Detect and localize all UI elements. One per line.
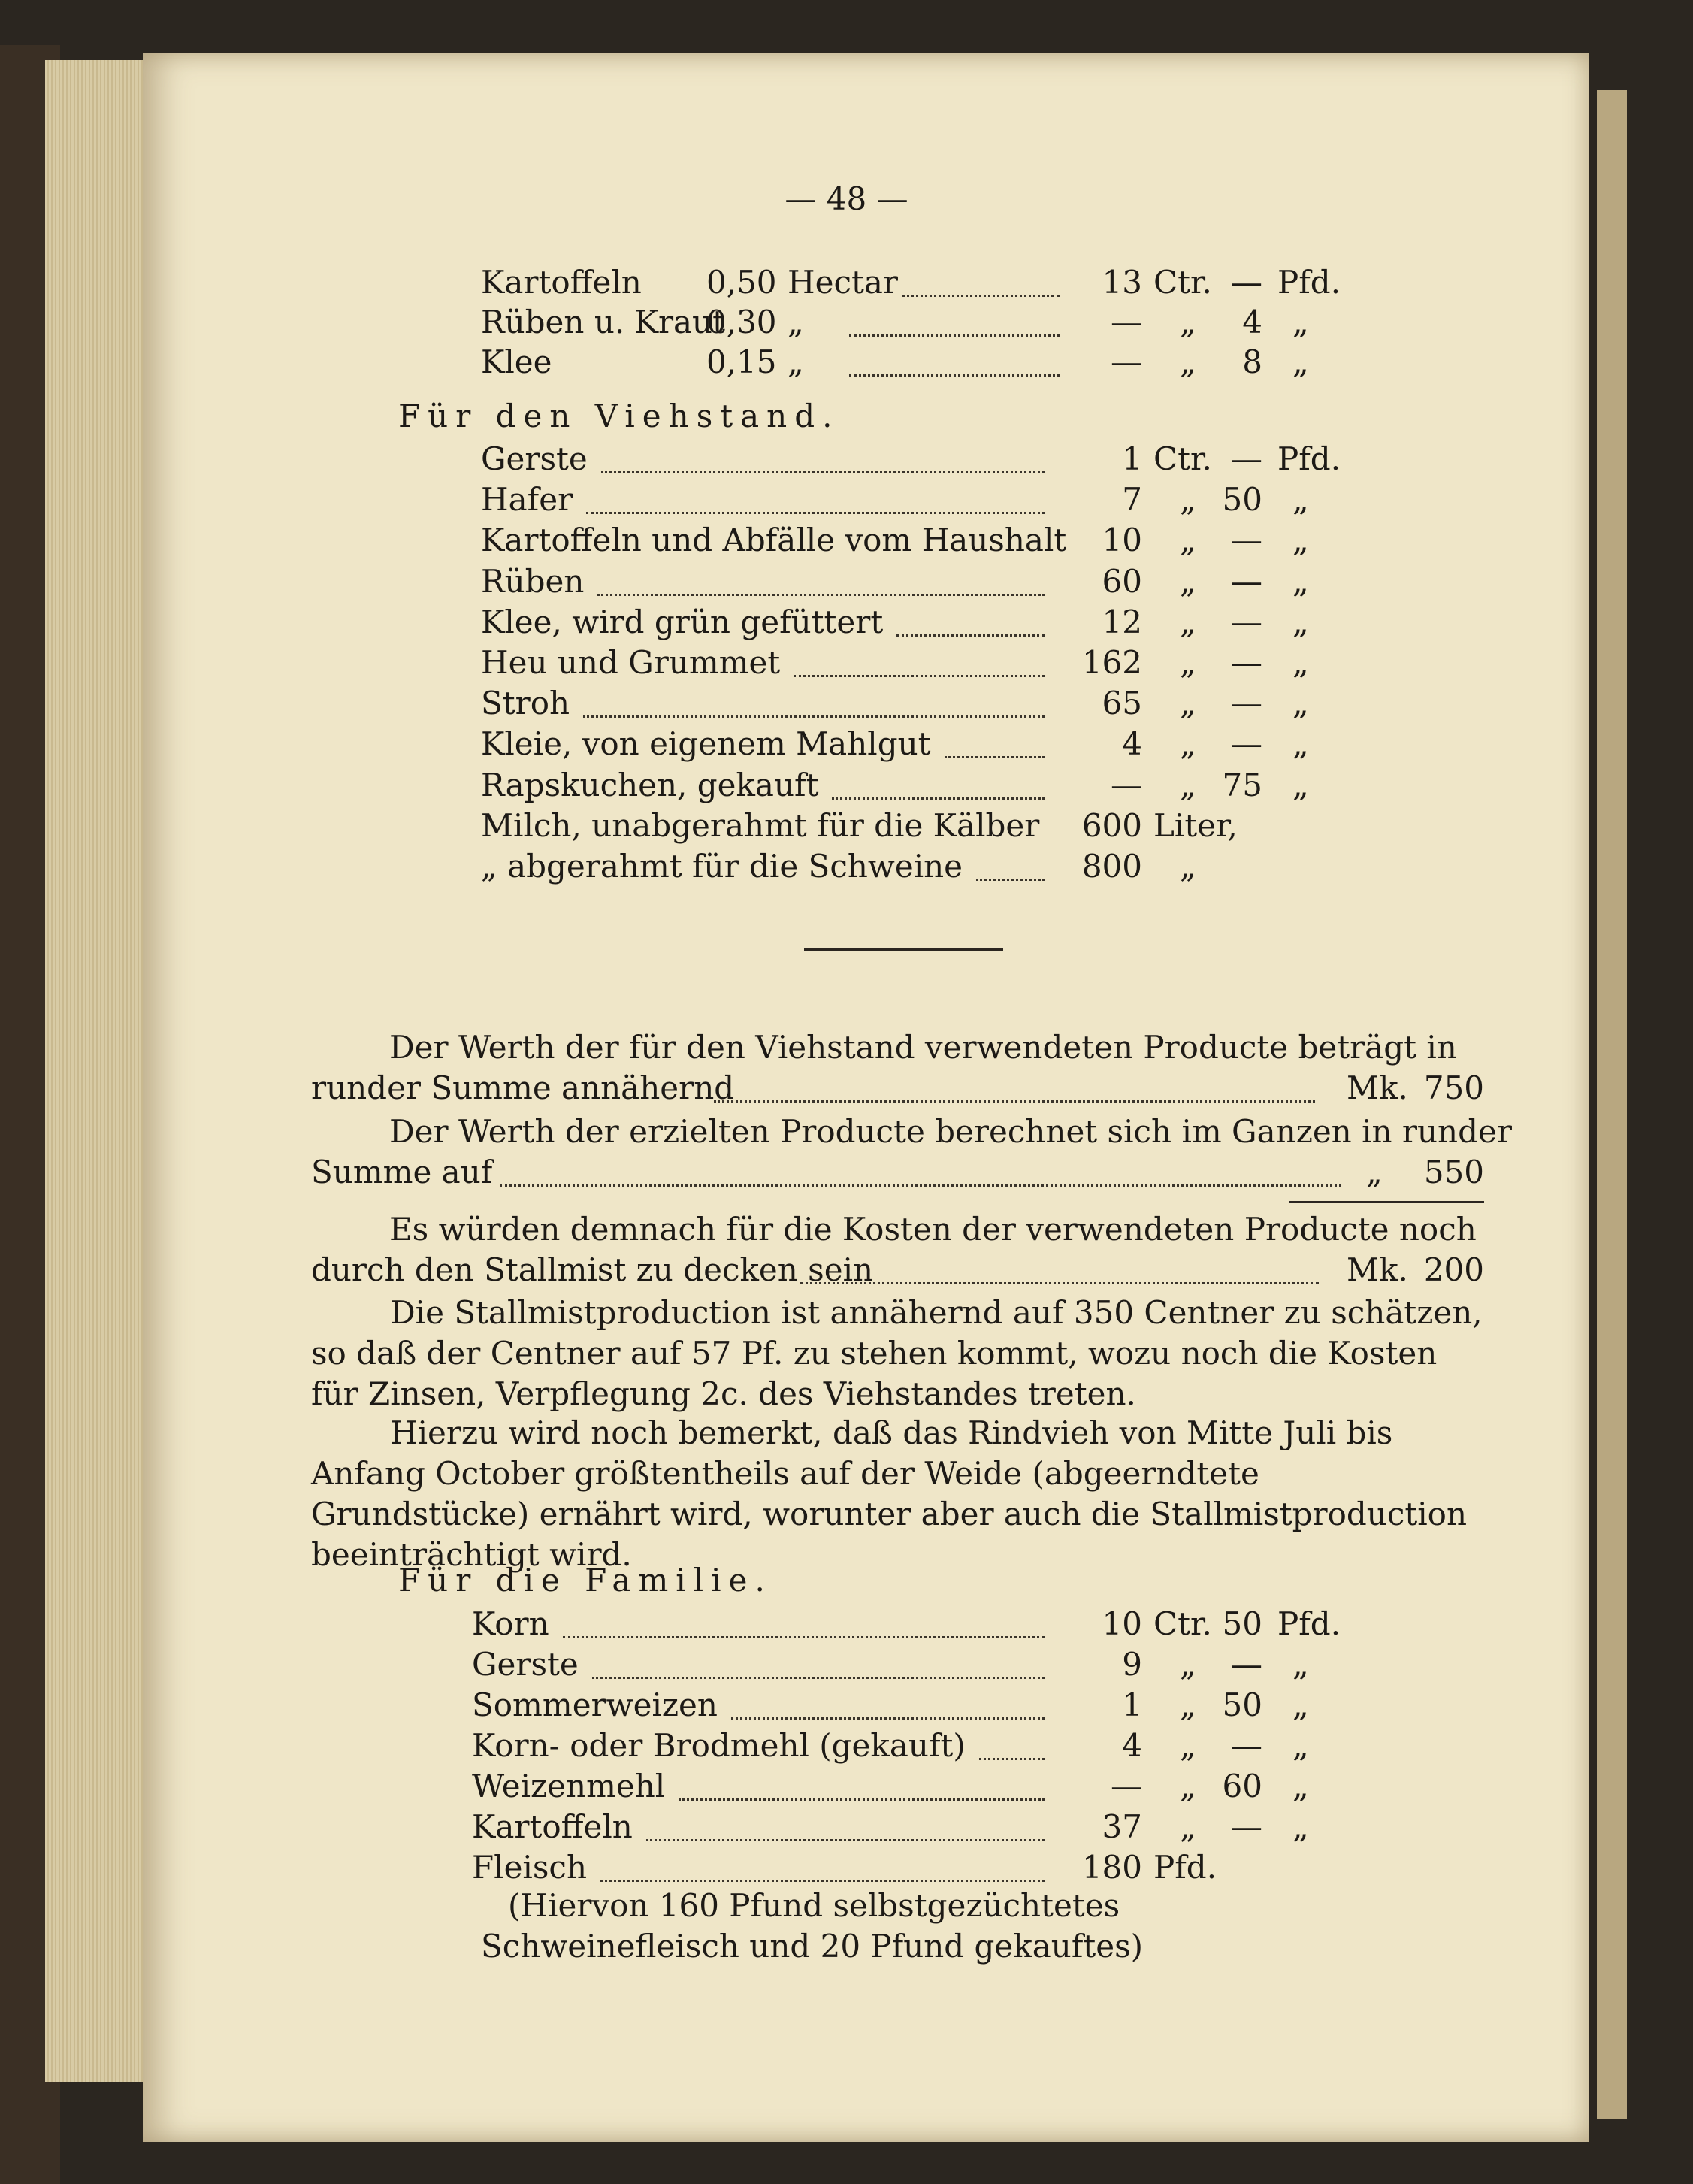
note-line: Schweinefleisch und 20 Pfund gekauftes) <box>481 1928 1144 1965</box>
row-label: Heu und Grummet <box>481 644 781 681</box>
row-ctr-unit: „ <box>1180 848 1196 885</box>
row-label: „ abgerahmt für die Schweine <box>481 848 963 885</box>
row-pfd: 50 <box>1222 1686 1262 1723</box>
note-line: (Hiervon 160 Pfund selbstgezüchtetes <box>508 1887 1120 1924</box>
crop-ctr-unit: „ <box>1180 304 1196 340</box>
row-label: Milch, unabgerahmt für die Kälber <box>481 806 1040 844</box>
leader-dots <box>902 295 1060 297</box>
currency-label: Mk. <box>1347 1251 1408 1288</box>
crop-ctr: 13 <box>1102 264 1142 301</box>
row-label: Fleisch <box>472 1849 587 1886</box>
row-pfd: — <box>1231 1727 1262 1764</box>
row-label: Gerste <box>472 1646 579 1683</box>
row-pfd-unit: „ <box>1292 725 1309 763</box>
row-label: Rüben <box>481 562 585 600</box>
page-right-edge <box>1597 90 1627 2119</box>
row-pfd: — <box>1231 644 1262 681</box>
row-ctr-unit: Pfd. <box>1153 1849 1217 1886</box>
row-label: Klee, wird grün gefüttert <box>481 603 884 640</box>
row-ctr: 12 <box>1102 603 1142 640</box>
row-ctr-unit: „ <box>1180 603 1196 640</box>
leader-dots <box>601 471 1045 473</box>
row-ctr-unit: Ctr. <box>1153 1605 1212 1642</box>
row-ctr: — <box>1111 1768 1142 1804</box>
row-ctr: 7 <box>1122 481 1142 519</box>
row-ctr: 1 <box>1122 1686 1142 1723</box>
calc-line: Summe auf <box>311 1154 493 1190</box>
leader-dots <box>646 1839 1045 1841</box>
row-ctr: 10 <box>1102 1605 1142 1642</box>
row-pfd-unit: Pfd. <box>1277 1605 1341 1642</box>
crop-area: 0,15 <box>706 343 777 380</box>
row-pfd: — <box>1231 685 1262 722</box>
leader-dots <box>563 1636 1045 1638</box>
crop-pfd-unit: „ <box>1292 343 1309 380</box>
row-pfd: — <box>1231 522 1262 559</box>
leader-dots <box>849 334 1060 337</box>
section-divider <box>804 948 1003 951</box>
row-label: Kleie, von eigenem Mahlgut <box>481 725 931 763</box>
row-label: Stroh <box>481 685 570 722</box>
leader-dots <box>600 1880 1045 1882</box>
amount-value: 200 <box>1423 1251 1484 1288</box>
leader-dots <box>979 1758 1045 1760</box>
currency-label: Mk. <box>1347 1069 1408 1106</box>
row-pfd: — <box>1231 603 1262 640</box>
row-pfd-unit: Pfd. <box>1277 440 1341 477</box>
row-pfd-unit: „ <box>1292 481 1309 519</box>
leader-dots <box>832 797 1045 800</box>
calc-line: runder Summe annähernd <box>311 1069 735 1106</box>
crop-unit: „ <box>788 304 804 340</box>
row-ctr: 65 <box>1102 685 1142 722</box>
row-label: Hafer <box>481 481 573 519</box>
crop-ctr-unit: Ctr. <box>1153 264 1212 301</box>
row-ctr: 10 <box>1102 522 1142 559</box>
leader-dots <box>794 675 1045 677</box>
row-label: Gerste <box>481 440 588 477</box>
row-label: Weizenmehl <box>472 1768 666 1804</box>
crop-ctr: — <box>1111 343 1142 380</box>
row-ctr: 800 <box>1081 848 1142 885</box>
row-ctr: 1 <box>1122 440 1142 477</box>
calc-line: Es würden demnach für die Kosten der verwendeten Producte noch <box>389 1211 1477 1248</box>
row-ctr: 4 <box>1122 725 1142 763</box>
leader-dots <box>583 715 1045 718</box>
calc-line: Der Werth der erzielten Producte berechnet sich im Ganzen in runder <box>389 1113 1512 1150</box>
row-pfd-unit: „ <box>1292 766 1309 803</box>
amount-value: 550 <box>1423 1154 1484 1190</box>
crop-unit: „ <box>788 343 804 380</box>
leader-dots <box>976 879 1045 881</box>
crop-unit: Hectar <box>788 264 898 301</box>
row-ctr: 9 <box>1122 1646 1142 1683</box>
leader-dots <box>800 1282 1319 1284</box>
row-ctr: — <box>1111 766 1142 803</box>
crop-pfd: 8 <box>1242 343 1262 380</box>
row-pfd: 50 <box>1222 1605 1262 1642</box>
row-pfd-unit: „ <box>1292 1686 1309 1723</box>
leader-dots <box>849 374 1060 377</box>
leader-dots <box>597 594 1045 596</box>
crop-name: Rüben u. Kraut <box>481 304 725 340</box>
row-ctr-unit: „ <box>1180 685 1196 722</box>
row-pfd-unit: „ <box>1292 1768 1309 1804</box>
leader-dots <box>945 756 1045 758</box>
row-pfd-unit: „ <box>1292 1727 1309 1764</box>
crop-pfd-unit: Pfd. <box>1277 264 1341 301</box>
crop-area: 0,30 <box>706 304 777 340</box>
row-label: Kartoffeln <box>472 1808 633 1845</box>
row-pfd: — <box>1231 1646 1262 1683</box>
currency-label: „ <box>1366 1154 1383 1190</box>
row-pfd: 75 <box>1222 766 1262 803</box>
crop-ctr-unit: „ <box>1180 343 1196 380</box>
row-label: Korn <box>472 1605 549 1642</box>
row-ctr-unit: Liter, <box>1153 806 1238 844</box>
row-ctr-unit: „ <box>1180 1808 1196 1845</box>
row-ctr-unit: „ <box>1180 562 1196 600</box>
row-ctr: 4 <box>1122 1727 1142 1764</box>
crop-name: Klee <box>481 343 552 380</box>
crop-ctr: — <box>1111 304 1142 340</box>
crop-pfd: — <box>1231 264 1262 301</box>
row-ctr-unit: Ctr. <box>1153 440 1212 477</box>
row-label: Kartoffeln und Abfälle vom Haushalt <box>481 522 1067 559</box>
row-pfd: — <box>1231 562 1262 600</box>
row-ctr-unit: „ <box>1180 1646 1196 1683</box>
leader-dots <box>592 1677 1045 1679</box>
row-ctr: 600 <box>1081 806 1142 844</box>
row-ctr: 37 <box>1102 1808 1142 1845</box>
calc-line: Der Werth der für den Viehstand verwendeten Producte beträgt in <box>389 1029 1457 1066</box>
row-ctr-unit: „ <box>1180 725 1196 763</box>
row-pfd-unit: „ <box>1292 603 1309 640</box>
row-ctr-unit: „ <box>1180 1727 1196 1764</box>
row-pfd: — <box>1231 725 1262 763</box>
row-ctr: 162 <box>1081 644 1142 681</box>
row-pfd-unit: „ <box>1292 562 1309 600</box>
crop-area: 0,50 <box>706 264 777 301</box>
row-ctr-unit: „ <box>1180 644 1196 681</box>
row-ctr-unit: „ <box>1180 766 1196 803</box>
crop-pfd: 4 <box>1242 304 1262 340</box>
row-pfd-unit: „ <box>1292 1808 1309 1845</box>
paragraph: Die Stallmistproduction ist annähernd auf 350 Centner zu schätzen, so daß der Centner auf 57 Pf. zu stehen kommt, wozu noch die Kosten für Zinsen, Verpflegung 2c. des Viehstandes treten. <box>311 1294 1483 1412</box>
crop-name: Kartoffeln <box>481 264 642 301</box>
row-pfd-unit: „ <box>1292 522 1309 559</box>
row-ctr-unit: „ <box>1180 1768 1196 1804</box>
row-ctr-unit: „ <box>1180 1686 1196 1723</box>
leader-dots <box>586 512 1045 514</box>
row-pfd: — <box>1231 1808 1262 1845</box>
crop-pfd-unit: „ <box>1292 304 1309 340</box>
paragraph: Hierzu wird noch bemerkt, daß das Rindvieh von Mitte Juli bis Anfang October größtentheils auf der Weide (abgeerndtete Grundstücke) ernährt wird, worunter aber auch die Stallmistproduction beeinträchtigt wird. <box>311 1414 1468 1573</box>
row-pfd: — <box>1231 440 1262 477</box>
row-ctr-unit: „ <box>1180 481 1196 519</box>
sum-rule <box>1289 1201 1484 1203</box>
amount-value: 750 <box>1423 1069 1484 1106</box>
row-pfd-unit: „ <box>1292 644 1309 681</box>
leader-dots <box>896 634 1045 637</box>
leader-dots <box>679 1798 1045 1801</box>
calc-line: durch den Stallmist zu decken sein <box>311 1251 874 1288</box>
row-label: Korn- oder Brodmehl (gekauft) <box>472 1727 966 1764</box>
livestock-heading: Für den Viehstand. <box>398 398 840 434</box>
row-label: Sommerweizen <box>472 1686 718 1723</box>
row-pfd: 60 <box>1222 1768 1262 1804</box>
row-ctr: 180 <box>1081 1849 1142 1886</box>
family-heading: Für die Familie. <box>398 1562 772 1599</box>
row-label: Rapskuchen, gekauft <box>481 766 819 803</box>
leader-dots <box>500 1184 1341 1187</box>
row-ctr: 60 <box>1102 562 1142 600</box>
row-pfd: 50 <box>1222 481 1262 519</box>
row-pfd-unit: „ <box>1292 685 1309 722</box>
row-ctr-unit: „ <box>1180 522 1196 559</box>
leader-dots <box>714 1100 1315 1103</box>
page-number: — 48 — <box>785 180 908 217</box>
leader-dots <box>731 1717 1045 1720</box>
row-pfd-unit: „ <box>1292 1646 1309 1683</box>
